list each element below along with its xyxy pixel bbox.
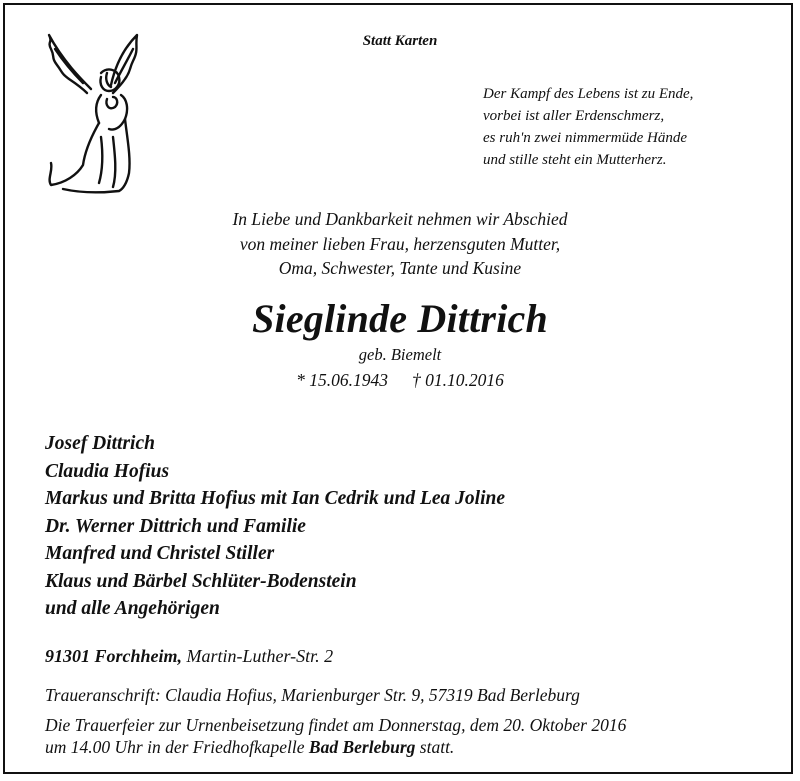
funeral-line-1: Die Trauerfeier zur Urnenbeisetzung findet am Donnerstag, dem 20. Oktober 2016: [45, 715, 627, 735]
poem-line: vorbei ist aller Erdenschmerz,: [483, 108, 665, 124]
funeral-line-2: [45, 736, 626, 758]
mourner-item: und alle Angehörigen: [45, 598, 220, 619]
funeral-time-text: um 14.00 Uhr in der Friedhofkapelle: [45, 737, 305, 757]
family-address: [45, 646, 333, 667]
poem-line: Der Kampf des Lebens ist zu Ende,: [483, 86, 694, 102]
farewell-intro: [5, 207, 795, 281]
mourner-item: Klaus und Bärbel Schlüter-Bodenstein: [45, 570, 357, 592]
angel-icon: [41, 27, 141, 197]
life-dates: [5, 370, 795, 391]
mourner-item: Manfred und Christel Stiller: [45, 543, 275, 564]
mourners-list: [45, 430, 505, 623]
obituary-card: [3, 3, 793, 774]
poem-line: es ruh'n zwei nimmermüde Hände: [483, 130, 688, 146]
maiden-name: geb. Biemelt: [358, 345, 442, 364]
address-city: 91301 Forchheim,: [45, 646, 183, 666]
intro-line: von meiner lieben Frau, herzensguten Mutter,: [239, 233, 561, 254]
death-date: † 01.10.2016: [412, 370, 504, 390]
mourner-item: Claudia Hofius: [45, 460, 170, 482]
poem-line: und stille steht ein Mutterherz.: [483, 152, 667, 168]
mourning-address: Traueranschrift: Claudia Hofius, Marienburger Str. 9, 57319 Bad Berleburg: [45, 685, 580, 705]
deceased-name: Sieglinde Dittrich: [252, 296, 548, 341]
intro-line: In Liebe und Dankbarkeit nehmen wir Abschied: [232, 209, 568, 229]
funeral-closing: statt.: [419, 737, 455, 757]
mourner-item: Josef Dittrich: [45, 433, 155, 454]
mourner-item: Markus und Britta Hofius mit Ian Cedrik und Lea Joline: [45, 488, 505, 509]
address-street: Martin-Luther-Str. 2: [186, 646, 334, 666]
funeral-place: Bad Berleburg: [308, 737, 416, 757]
header-label: Statt Karten: [362, 33, 438, 49]
funeral-notice: [45, 714, 626, 758]
poem: [483, 83, 693, 171]
intro-line: Oma, Schwester, Tante und Kusine: [278, 258, 522, 278]
mourner-item: Dr. Werner Dittrich und Familie: [45, 515, 306, 537]
birth-date: * 15.06.1943: [296, 370, 388, 390]
